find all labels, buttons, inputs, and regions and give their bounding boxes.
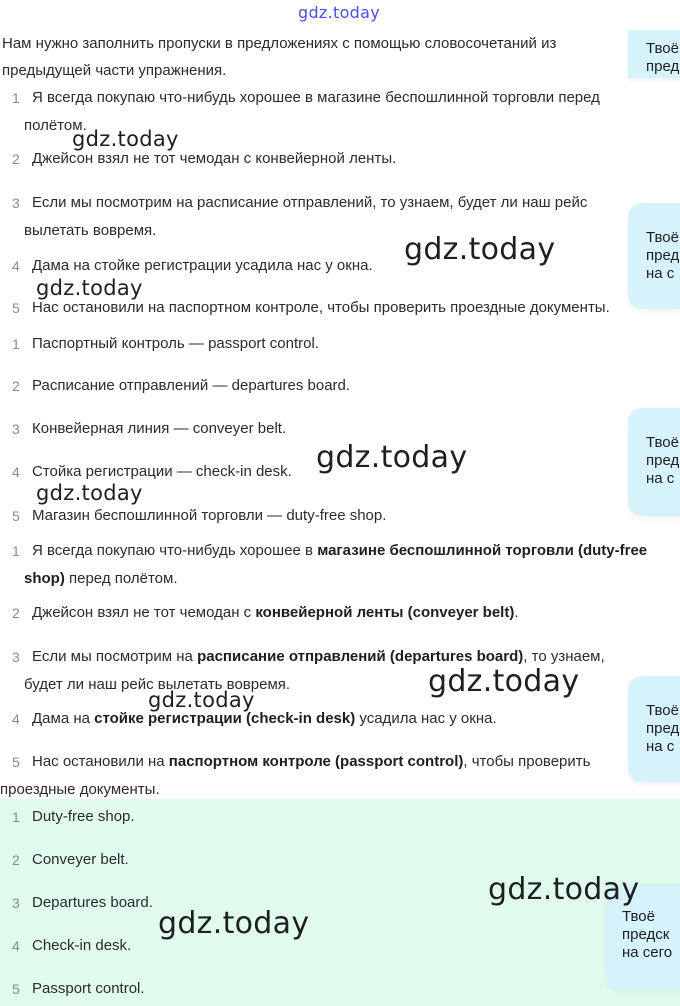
item-number: 1: [12, 543, 20, 559]
item-text: Я всегда покупаю что-нибудь хорошее в магазине беспошлинной торговли (duty-free shop) перед полётом.: [24, 542, 648, 587]
item-text: Стойка регистрации — check-in desk.: [32, 463, 292, 480]
item-text: Конвейерная линия — conveyer belt.: [32, 420, 287, 437]
item-number: 3: [12, 421, 20, 437]
watermark: gdz.today: [36, 481, 143, 505]
item-number: 3: [12, 649, 20, 665]
watermark: gdz.today: [316, 440, 468, 475]
item-text: Я всегда покупаю что-нибудь хорошее в магазине беспошлинной торговли перед полётом.: [24, 89, 600, 134]
list-item: [0, 748, 660, 804]
promo-bubble[interactable]: Твоё пред на с: [628, 408, 680, 516]
promo-bubble[interactable]: Твоё пред на с: [628, 203, 680, 309]
item-text: Conveyer belt.: [32, 851, 129, 868]
item-text: Джейсон взял не тот чемодан с конвейерной ленты.: [32, 150, 397, 167]
item-text: Нас остановили на паспортном контроле, чтобы проверить проездные документы.: [32, 299, 610, 316]
item-text: Дама на стойке регистрации усадила нас у окна.: [32, 257, 373, 274]
watermark-top: gdz.today: [298, 3, 380, 22]
watermark: gdz.today: [404, 232, 556, 267]
item-number: 2: [12, 605, 20, 621]
term-highlight: расписание отправлений (departures board): [197, 648, 524, 665]
item-text: Departures board.: [32, 894, 153, 911]
item-text: Паспортный контроль — passport control.: [32, 335, 319, 352]
item-number: 4: [12, 258, 20, 274]
item-number: 5: [12, 981, 20, 997]
item-number: 4: [12, 938, 20, 954]
item-number: 5: [12, 754, 20, 770]
item-number: 2: [12, 151, 20, 167]
watermark: gdz.today: [72, 127, 179, 151]
promo-bubble[interactable]: Твоё предск на сего: [606, 884, 680, 990]
intro-text: Нам нужно заполнить пропуски в предложениях с помощью словосочетаний из предыдущей части упражнения.: [2, 35, 557, 79]
item-number: 1: [12, 336, 20, 352]
list-item: [0, 537, 660, 593]
watermark: gdz.today: [36, 276, 143, 300]
item-text: Если мы посмотрим на расписание отправлений, то узнаем, будет ли наш рейс вылетать вовремя.: [24, 194, 588, 239]
watermark: gdz.today: [148, 688, 255, 712]
list-item: [0, 189, 660, 245]
promo-bubble[interactable]: Твоё пред: [628, 30, 680, 78]
item-number: 1: [12, 90, 20, 106]
item-text: Duty-free shop.: [32, 808, 135, 825]
item-number: 5: [12, 300, 20, 316]
watermark: gdz.today: [428, 664, 580, 699]
item-number: 3: [12, 895, 20, 911]
item-text: Магазин беспошлинной торговли — duty-free shop.: [32, 507, 387, 524]
promo-bubble[interactable]: Твоё пред на с: [628, 676, 680, 782]
term-highlight: паспортном контроле (passport control): [168, 753, 464, 770]
item-number: 1: [12, 809, 20, 825]
term-highlight: магазине беспошлинной торговли (duty-free shop): [24, 542, 648, 587]
item-text: Расписание отправлений — departures board.: [32, 377, 351, 394]
item-text: Нас остановили на паспортном контроле (passport control), чтобы проверить проездные документы.: [0, 753, 591, 798]
item-text: Дама на стойке регистрации (check-in desk) усадила нас у окна.: [32, 710, 497, 727]
item-number: 5: [12, 508, 20, 524]
item-number: 2: [12, 852, 20, 868]
item-number: 3: [12, 195, 20, 211]
item-text: Джейсон взял не тот чемодан с конвейерной ленты (conveyer belt).: [32, 604, 519, 621]
item-number: 4: [12, 464, 20, 480]
watermark: gdz.today: [158, 906, 310, 941]
item-text: Passport control.: [32, 980, 145, 997]
item-number: 2: [12, 378, 20, 394]
term-highlight: стойке регистрации (check-in desk): [94, 710, 356, 727]
item-text: Check-in desk.: [32, 937, 132, 954]
item-number: 4: [12, 711, 20, 727]
item-text: Если мы посмотрим на расписание отправлений (departures board), то узнаем, будет ли наш рейс вылетать вовремя.: [24, 648, 605, 693]
watermark: gdz.today: [488, 872, 640, 907]
term-highlight: конвейерной ленты (conveyer belt): [255, 604, 515, 621]
